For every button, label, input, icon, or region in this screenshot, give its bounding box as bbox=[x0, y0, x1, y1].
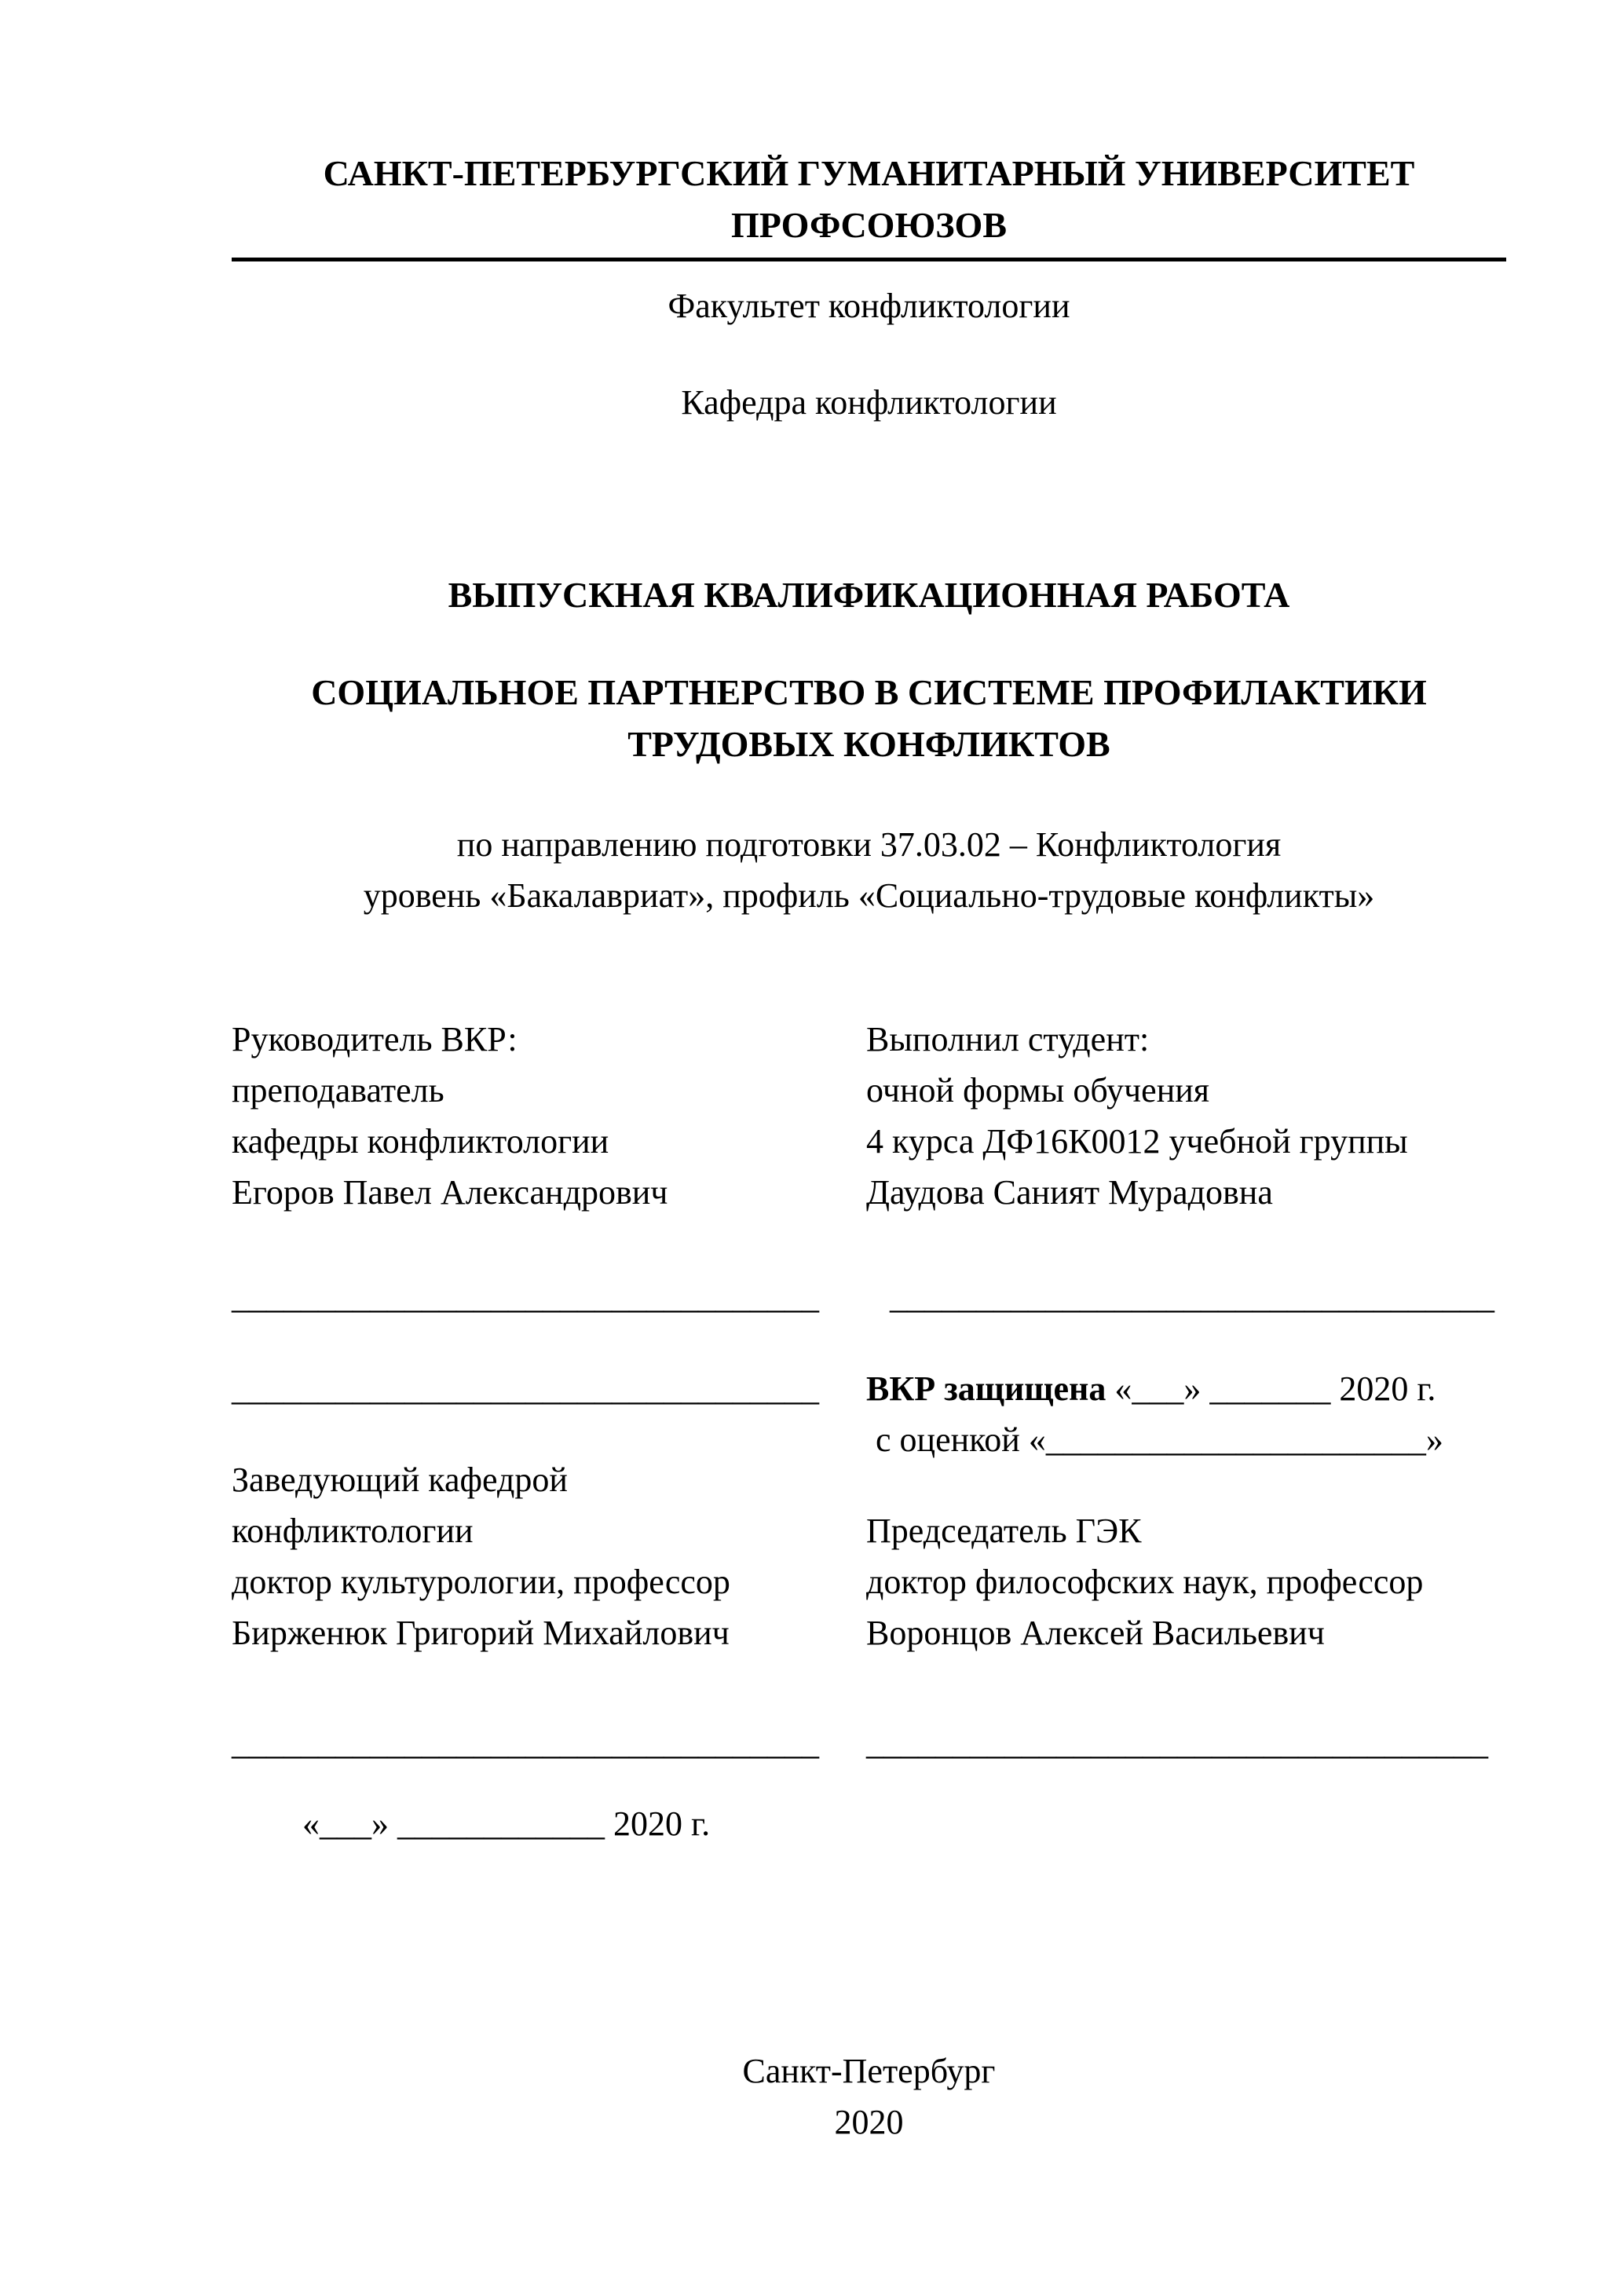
student-heading: Выполнил студент: bbox=[866, 1020, 1150, 1058]
thesis-title-line2: ТРУДОВЫХ КОНФЛИКТОВ bbox=[627, 724, 1110, 764]
committee-chair-name: Воронцов Алексей Васильевич bbox=[866, 1614, 1325, 1652]
student-group: 4 курса ДФ16К0012 учебной группы bbox=[866, 1122, 1408, 1161]
thesis-title-line1: СОЦИАЛЬНОЕ ПАРТНЕРСТВО В СИСТЕМЕ ПРОФИЛАКТИКИ bbox=[311, 672, 1427, 712]
advisor-signature-line-2: __________________________________ bbox=[232, 1369, 819, 1408]
defense-date-blanks: «___» _______ 2020 г. bbox=[1106, 1369, 1436, 1408]
department-head-degree: доктор культурологии, профессор bbox=[232, 1563, 730, 1601]
signatories-section bbox=[232, 1014, 1506, 1849]
advisor-position-line1: преподаватель bbox=[232, 1071, 444, 1110]
footer-year: 2020 bbox=[834, 2103, 904, 2141]
program-direction-line: по направлению подготовки 37.03.02 – Конфликтология bbox=[456, 825, 1282, 864]
student-study-form: очной формы обучения bbox=[866, 1071, 1210, 1110]
department-head-title-line1: Заведующий кафедрой bbox=[232, 1461, 568, 1499]
department-head-block bbox=[232, 1454, 866, 1658]
grade-line: с оценкой «______________________» bbox=[876, 1420, 1443, 1459]
defense-label: ВКР защищена bbox=[866, 1369, 1106, 1408]
student-signature-line: ___________________________________ bbox=[890, 1278, 1494, 1316]
department-line: Кафедра конфликтологии bbox=[681, 383, 1057, 422]
committee-chair-signature-line: ____________________________________ bbox=[866, 1724, 1488, 1762]
department-head-name: Бирженюк Григорий Михайлович bbox=[232, 1614, 730, 1652]
committee-chair-degree: доктор философских наук, профессор bbox=[866, 1563, 1424, 1601]
advisor-signature-line: __________________________________ bbox=[232, 1278, 819, 1316]
committee-chair-title: Председатель ГЭК bbox=[866, 1512, 1142, 1550]
student-name: Даудова Саният Мурадовна bbox=[866, 1173, 1273, 1212]
faculty-line: Факультет конфликтологии bbox=[668, 287, 1070, 325]
student-column bbox=[866, 1014, 1506, 1849]
committee-chair-block bbox=[866, 1505, 1506, 1658]
work-type-heading: ВЫПУСКНАЯ КВАЛИФИКАЦИОННАЯ РАБОТА bbox=[448, 575, 1290, 615]
program-block bbox=[232, 819, 1506, 921]
university-name bbox=[232, 148, 1506, 251]
approval-date-line: «___» ____________ 2020 г. bbox=[302, 1804, 711, 1843]
university-name-line1: САНКТ-ПЕТЕРБУРГСКИЙ ГУМАНИТАРНЫЙ УНИВЕРСИТЕТ bbox=[323, 153, 1415, 193]
header-divider bbox=[232, 258, 1506, 261]
defense-line bbox=[866, 1363, 1506, 1414]
advisor-name: Егоров Павел Александрович bbox=[232, 1173, 668, 1212]
footer-block bbox=[232, 2046, 1506, 2148]
advisor-heading: Руководитель ВКР: bbox=[232, 1020, 518, 1058]
university-name-line2: ПРОФСОЮЗОВ bbox=[731, 205, 1007, 245]
advisor-column bbox=[232, 1014, 866, 1849]
department-head-title-line2: конфликтологии bbox=[232, 1512, 474, 1550]
footer-city: Санкт-Петербург bbox=[742, 2052, 996, 2090]
thesis-title bbox=[232, 667, 1506, 770]
department-head-signature-line: __________________________________ bbox=[232, 1724, 819, 1762]
program-level-line: уровень «Бакалавриат», профиль «Социально-трудовые конфликты» bbox=[363, 876, 1375, 915]
advisor-position-line2: кафедры конфликтологии bbox=[232, 1122, 609, 1161]
